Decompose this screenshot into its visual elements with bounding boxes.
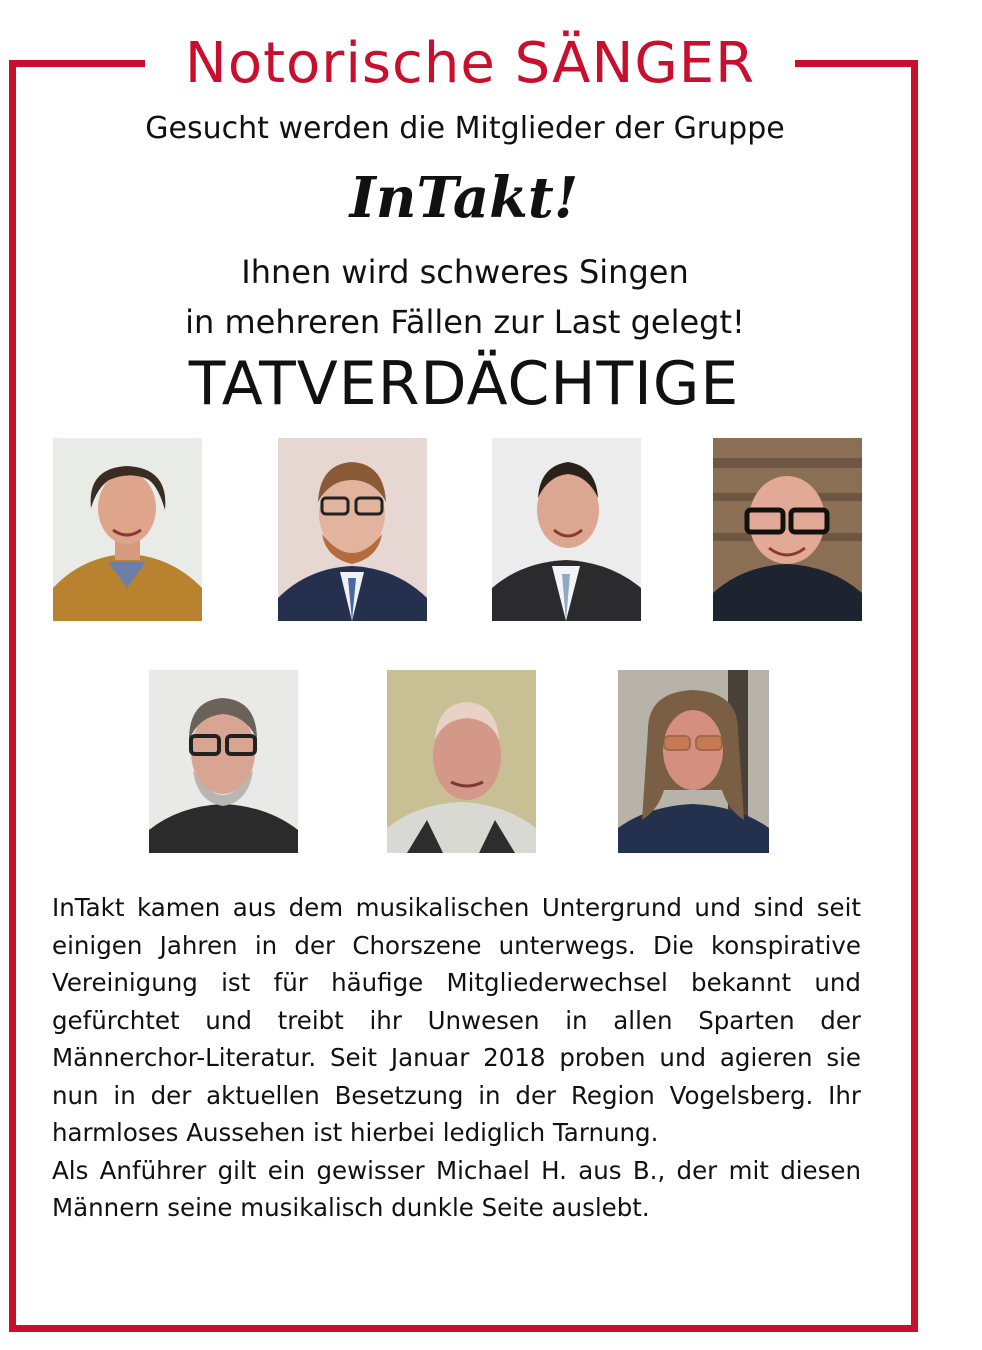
portrait-photo-icon: [149, 670, 298, 853]
portrait-photo-icon: [713, 438, 862, 621]
portrait-photo-icon: [492, 438, 641, 621]
suspect-photo-6: [387, 670, 536, 853]
description-paragraph-1: InTakt kamen aus dem musikalischen Untergrund und sind seit einigen Jahren in der Chorszene unterwegs. Die konspirative Vereinigung ist für häufige Mitgliederwechsel bekannt und gefürchtet und treibt ihr Unwesen in allen Sparten der Männerchor-Literatur. Seit Januar 2018 proben und agieren sie nun in der aktuellen Besetzung in der Region Vogelsberg. Ihr harmloses Aussehen ist hierbei lediglich Tarnung.: [52, 893, 861, 1147]
portrait-photo-icon: [618, 670, 769, 853]
suspect-photo-7: [618, 670, 769, 853]
portrait-photo-icon: [53, 438, 202, 621]
poster-title: Notorische SÄNGER: [145, 28, 795, 100]
suspect-photo-1: [53, 438, 202, 621]
accusation-line-1: Ihnen wird schweres Singen: [241, 253, 689, 291]
description-text: [52, 889, 861, 1227]
portrait-photo-icon: [387, 670, 536, 853]
suspect-photo-5: [149, 670, 298, 853]
accusation-line-2: in mehreren Fällen zur Last gelegt!: [185, 303, 745, 341]
suspect-photo-4: [713, 438, 862, 621]
accusation-text: [30, 247, 900, 347]
suspect-photo-3: [492, 438, 641, 621]
group-name: InTakt!: [349, 165, 579, 231]
portrait-photo-icon: [278, 438, 427, 621]
suspects-heading: TATVERDÄCHTIGE: [188, 349, 740, 419]
poster-subtitle: Gesucht werden die Mitglieder der Gruppe: [145, 111, 785, 146]
suspect-photo-2: [278, 438, 427, 621]
description-paragraph-2: Als Anführer gilt ein gewisser Michael H. aus B., der mit diesen Männern seine musikalisch dunkle Seite auslebt.: [52, 1155, 861, 1222]
